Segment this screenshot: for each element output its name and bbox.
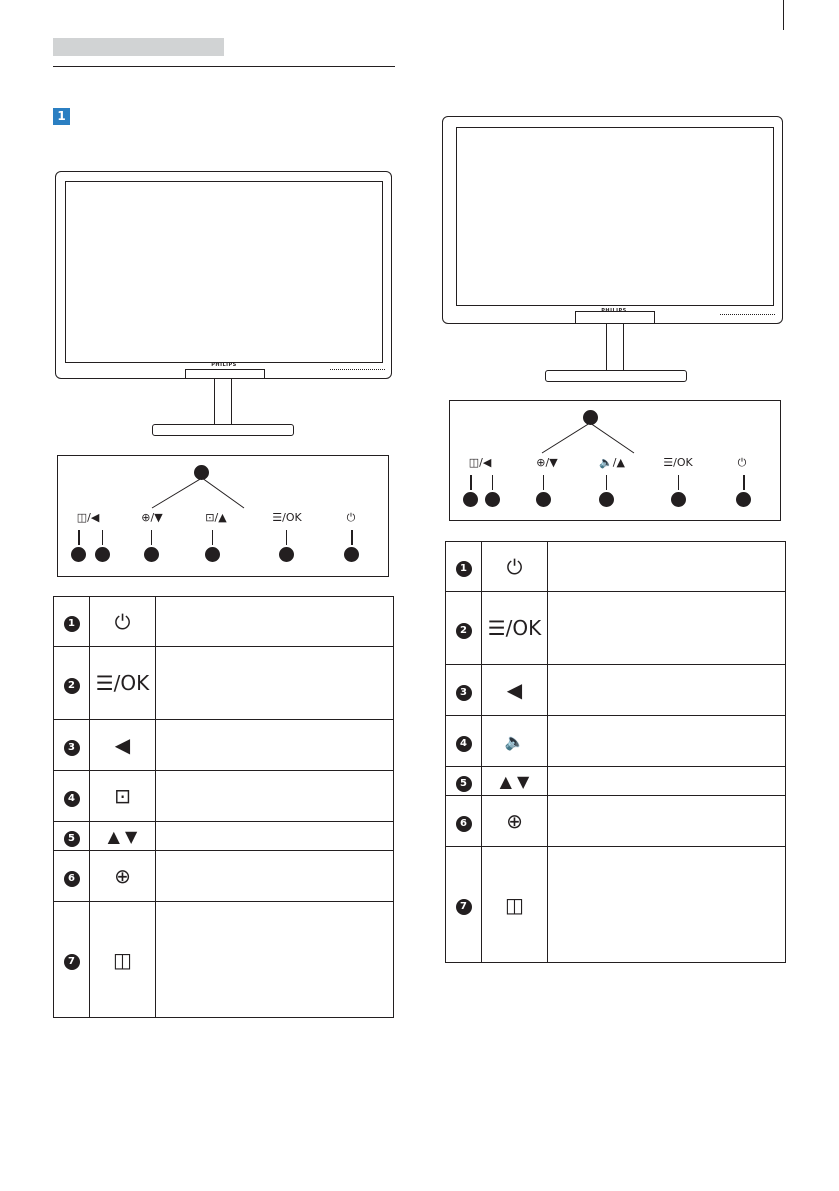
left-tick-7 xyxy=(78,530,80,545)
row-description xyxy=(156,902,394,1018)
row-number: 6 xyxy=(456,816,472,832)
row-number: 6 xyxy=(64,871,80,887)
up-down-arrows-icon: ▲ ▼ xyxy=(107,826,138,846)
table-row xyxy=(54,851,394,902)
arrow-left-icon: ◀ xyxy=(506,678,523,702)
section-number-badge: 1 xyxy=(53,108,70,125)
power-icon: ⏻ xyxy=(114,609,131,634)
left-tick-2 xyxy=(286,530,287,545)
left-tick-6 xyxy=(151,530,152,545)
table-row xyxy=(446,796,786,847)
right-label-volume-up: 🔈/▲ xyxy=(599,456,625,469)
page-corner-mark xyxy=(783,0,784,30)
table-row xyxy=(54,647,394,720)
left-panel-dot-3 xyxy=(95,547,110,562)
left-tick-3 xyxy=(102,530,103,545)
left-panel-dot-1 xyxy=(344,547,359,562)
right-label-menu-left: ◫/◀ xyxy=(468,456,492,469)
row-number: 4 xyxy=(456,736,472,752)
right-label-menu-ok: ☰/OK xyxy=(663,456,693,469)
input-source-icon: ⊕ xyxy=(114,864,131,888)
table-row xyxy=(54,902,394,1018)
right-tick-7 xyxy=(470,475,472,490)
row-description xyxy=(548,665,786,716)
row-number: 1 xyxy=(64,616,80,632)
left-label-menu-ok: ☰/OK xyxy=(272,511,302,524)
table-row xyxy=(446,542,786,592)
right-panel-dot-3 xyxy=(485,492,500,507)
row-description xyxy=(548,542,786,592)
table-row xyxy=(54,771,394,822)
left-monitor-screen xyxy=(65,181,383,363)
left-panel-dot-4 xyxy=(205,547,220,562)
right-panel-dot-4 xyxy=(599,492,614,507)
left-panel-callout-lines xyxy=(140,470,270,510)
left-monitor-base xyxy=(152,424,294,436)
smartimage-icon: ◫ xyxy=(505,892,524,917)
row-number: 5 xyxy=(64,831,80,847)
up-down-arrows-icon: ▲ ▼ xyxy=(499,771,530,791)
right-panel-dot-7 xyxy=(463,492,478,507)
left-monitor-buttons-strip xyxy=(330,369,385,373)
menu-ok-icon: ☰/OK xyxy=(95,671,150,695)
right-tick-4 xyxy=(606,475,607,490)
arrow-left-icon: ◀ xyxy=(114,733,131,757)
right-tick-2 xyxy=(678,475,679,490)
row-description xyxy=(156,647,394,720)
right-tick-6 xyxy=(543,475,544,490)
table-row xyxy=(446,716,786,767)
row-description xyxy=(548,767,786,796)
table-row xyxy=(446,847,786,963)
right-monitor-buttons-strip xyxy=(720,314,775,318)
header-bar xyxy=(53,38,224,56)
row-description xyxy=(548,796,786,847)
row-number: 7 xyxy=(456,899,472,915)
right-label-input-down: ⊕/▼ xyxy=(536,456,558,469)
left-button-table xyxy=(53,596,394,1018)
left-monitor-brand: PHILIPS xyxy=(211,362,237,368)
right-panel-dot-1 xyxy=(736,492,751,507)
row-number: 2 xyxy=(64,678,80,694)
row-description xyxy=(156,851,394,902)
left-tick-1 xyxy=(351,530,353,545)
volume-icon: 🔈 xyxy=(504,731,525,751)
left-label-format-up: ⊡/▲ xyxy=(205,511,227,524)
row-description xyxy=(156,597,394,647)
power-icon: ⏻ xyxy=(506,554,523,579)
row-description xyxy=(156,720,394,771)
table-row xyxy=(446,592,786,665)
row-number: 4 xyxy=(64,791,80,807)
left-panel-dot-6 xyxy=(144,547,159,562)
right-monitor-neck xyxy=(606,324,624,371)
right-button-table xyxy=(445,541,786,963)
input-source-icon: ⊕ xyxy=(506,809,523,833)
right-label-power: ⏻ xyxy=(737,456,747,469)
row-description xyxy=(548,847,786,963)
left-panel-dot-2 xyxy=(279,547,294,562)
row-number: 3 xyxy=(456,685,472,701)
table-row xyxy=(54,597,394,647)
left-label-input-down: ⊕/▼ xyxy=(141,511,163,524)
row-number: 3 xyxy=(64,740,80,756)
menu-ok-icon: ☰/OK xyxy=(487,616,542,640)
row-number: 7 xyxy=(64,954,80,970)
row-number: 2 xyxy=(456,623,472,639)
aspect-format-icon: ⊡ xyxy=(114,784,131,808)
row-number: 1 xyxy=(456,561,472,577)
smartimage-icon: ◫ xyxy=(113,947,132,972)
header-rule xyxy=(53,66,395,67)
right-panel-dot-6 xyxy=(536,492,551,507)
left-monitor-chin xyxy=(185,369,265,378)
right-monitor-base xyxy=(545,370,687,382)
row-description xyxy=(156,771,394,822)
left-tick-4 xyxy=(212,530,213,545)
table-row xyxy=(446,665,786,716)
row-description xyxy=(548,716,786,767)
left-monitor-neck xyxy=(214,379,232,424)
row-number: 5 xyxy=(456,776,472,792)
left-panel-dot-7 xyxy=(71,547,86,562)
right-tick-3 xyxy=(492,475,493,490)
table-row xyxy=(54,720,394,771)
left-label-power: ⏻ xyxy=(346,511,356,524)
table-row xyxy=(54,822,394,851)
right-tick-1 xyxy=(743,475,745,490)
left-label-menu-left: ◫/◀ xyxy=(76,511,100,524)
row-description xyxy=(156,822,394,851)
right-monitor-brand: PHILIPS xyxy=(601,308,627,314)
row-description xyxy=(548,592,786,665)
table-row xyxy=(446,767,786,796)
right-monitor-screen xyxy=(456,127,774,306)
right-panel-callout-lines xyxy=(530,415,660,455)
right-panel-dot-2 xyxy=(671,492,686,507)
